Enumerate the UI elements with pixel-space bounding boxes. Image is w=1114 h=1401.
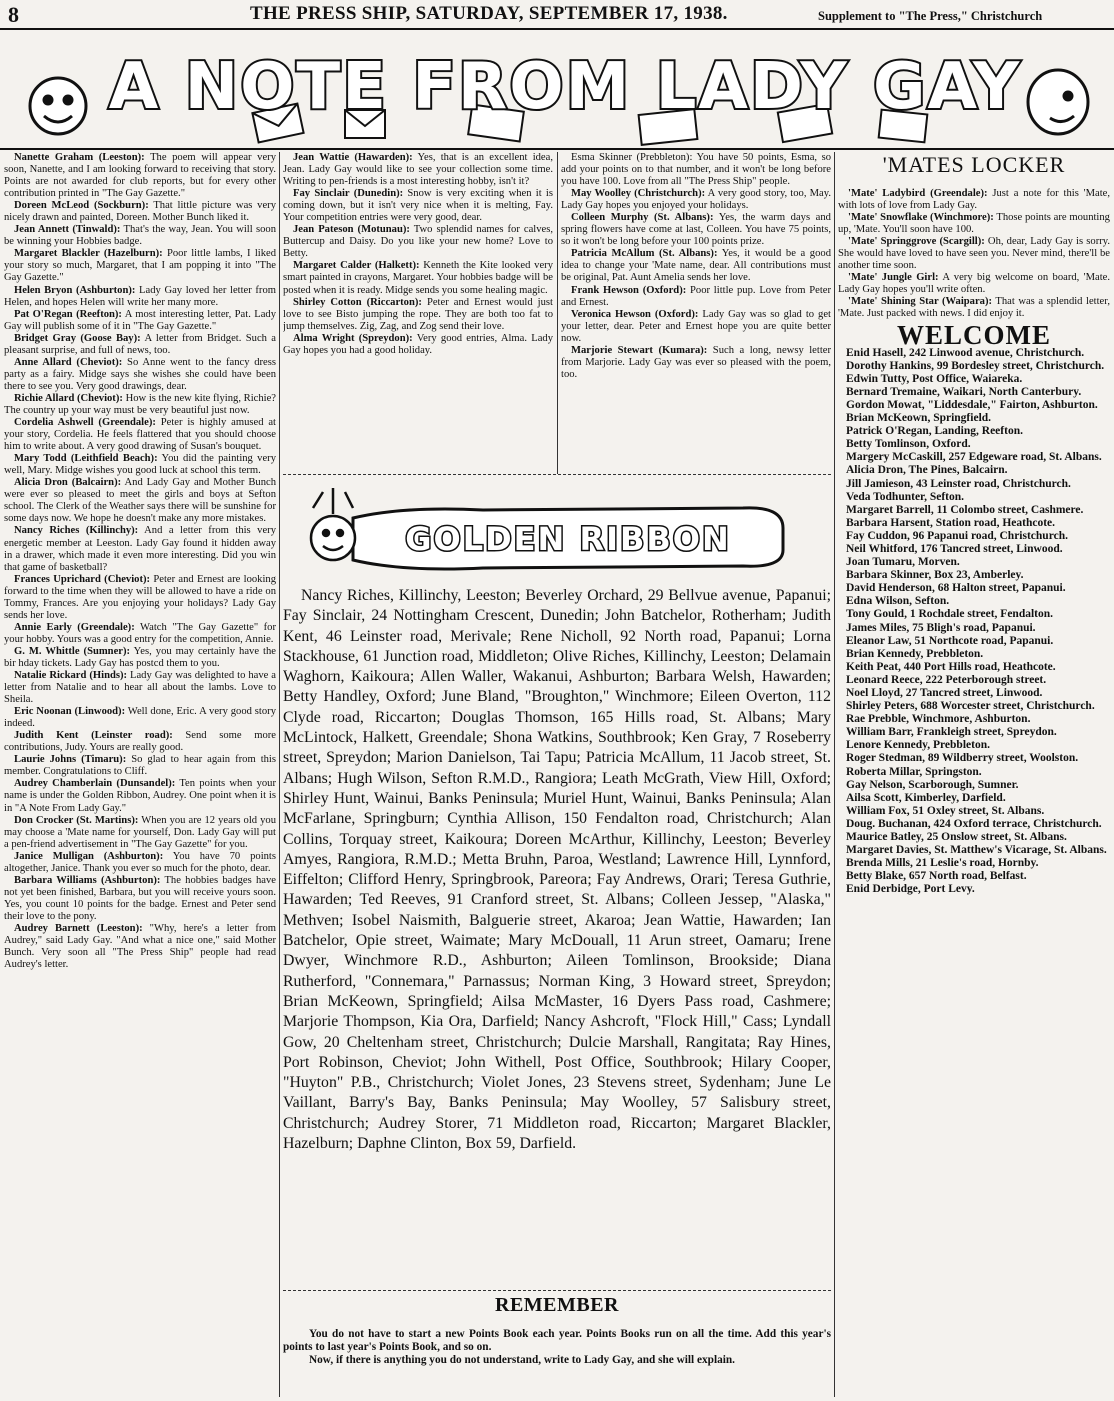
entry-name: Nancy Riches (Killinchy): [14,525,139,537]
entry-name: Nanette Graham (Leeston): [14,152,145,163]
entry-text: A letter from Bridget. Such a pleasant surprise, and full of news, too. [4,332,276,356]
entry-name: Barbara Williams (Ashburton): [14,874,161,886]
entry-name: 'Mate' Shining Star (Waipara): [848,296,993,308]
welcome-name: William Fox, 51 Oxley street, St. Albans. [846,804,1045,817]
entry-text: Yes, that is an excellent idea, Jean. Lady Gay would like to see your collection some time. Writing to pen-friends is a most interesting hobby, isn't it? [283,152,553,188]
welcome-name: William Barr, Frankleigh street, Spreydon. [846,726,1057,739]
welcome-name: Leonard Reece, 222 Peterborough street. [846,673,1047,686]
entry-name: Mary Todd (Leithfield Beach): [14,453,158,465]
golden-ribbon-banner [283,478,831,586]
entry-text: Peter and Ernest would just love to see Bisto jumping the rope. They are both too fat to jump themselves. Zig, Zag, and Zog send their love. [283,296,553,332]
letter-entry [4,778,276,814]
entry-text: "Why, here's a letter from Audrey," said Lady Gay. "And what a nice one," said Mother Bunch. Very soon all "The Press Ship" people had read Audrey's letter. [4,923,276,971]
mates-locker-entry [838,296,1110,320]
letter-entry [4,525,276,573]
letter-entry [4,357,276,393]
entry-name: Eric Noonan (Linwood): [14,706,126,718]
golden-ribbon-title: GOLDEN RIBBON [405,520,731,558]
welcome-name: Shirley Peters, 688 Worcester street, Christchurch. [846,700,1095,713]
letter-entry [561,212,831,248]
mates-locker-entry [838,236,1110,272]
welcome-name: Enid Derbidge, Port Levy. [846,883,975,896]
masthead: THE PRESS SHIP, SATURDAY, SEPTEMBER 17, 1938. [250,3,728,24]
entry-text: A most interesting letter, Pat. Lady Gay will publish some of it in "The Gay Gazette." [4,308,276,332]
welcome-name: Tony Gould, 1 Rochdale street, Fendalton. [846,608,1054,621]
entry-text: Poor little lambs, I liked your story so much, Margaret, that I am popping it into "The Gay Gazette." [4,248,276,284]
welcome-name: Veda Todhunter, Sefton. [846,490,965,503]
sidebar-column [838,152,1110,1397]
banner-title [0,30,1114,148]
letter-entry [4,248,276,284]
column-rule [557,152,558,474]
entry-name: 'Mate' Ladybird (Greendale): [848,188,988,199]
entry-name: Pat O'Regan (Reefton): [14,308,122,320]
letter-entry [4,851,276,875]
letters-column-1 [4,152,276,1397]
entry-name: Colleen Murphy (St. Albans): [571,212,714,224]
entry-text: Yes, the warm days and spring flowers have come at last, Colleen. You have 75 points, so it won't be long before your 100 points prize. [561,212,831,248]
welcome-name: Edwin Tutty, Post Office, Waiareka. [846,372,1023,385]
entry-name: Doreen McLeod (Sockburn): [14,200,149,212]
welcome-name: Betty Tomlinson, Oxford. [846,438,971,451]
welcome-name: Enid Hasell, 242 Linwood avenue, Christchurch. [846,346,1085,359]
welcome-name: Lenore Kennedy, Prebbleton. [846,739,990,752]
page-header [0,0,1114,30]
entry-name: Bridget Gray (Goose Bay): [14,332,141,344]
section-divider [283,474,831,475]
entry-name: 'Mate' Jungle Girl: [848,272,939,284]
letter-entry [4,646,276,670]
letters-column-3 [561,152,831,472]
entry-text: Snow is very exciting when it is coming down, but it isn't very nice when it is melting, Fay. Your competition entries were very good, dear. [283,188,553,224]
welcome-name: Maurice Batley, 25 Onslow street, St. Albans. [846,831,1067,844]
welcome-name: Neil Whitford, 176 Tancred street, Linwood. [846,542,1063,555]
letter-entry [4,309,276,333]
entry-text: Yes, it would be a good idea to change your 'Mate name, dear. All contributions must be original, Pat. Aunt Amelia sends her love. [561,248,831,284]
letter-entry [283,188,553,224]
welcome-list [838,347,1110,897]
welcome-name: Barbara Skinner, Box 23, Amberley. [846,569,1024,582]
letter-entry [4,224,276,248]
letter-entry [4,574,276,622]
entry-text: And a letter from this very energetic member at Leeston. Lady Gay found it hidden away in a drawer, which made it even more interesting. Did you win that game of basketball? [4,525,276,573]
letter-entry [561,345,831,381]
entry-text: Lady Gay loved her letter from Helen, and hopes Helen will write her many more. [4,284,276,308]
supplement-note: Supplement to "The Press," Christchurch [818,9,1043,23]
entry-name: Jean Annett (Tinwald): [14,224,121,236]
entry-name: Don Crocker (St. Martins): [14,814,139,826]
entry-text: Well done, Eric. A very good story indeed. [4,706,276,730]
remember-paragraph: You do not have to start a new Points Book each year. Points Books run on all the time. Add this year's points to last year's Points Book, and so on. [283,1328,831,1354]
entry-text: Such a long, newsy letter from Marjorie. Lady Gay was ever so pleased with the poem, too. [561,344,831,380]
welcome-name: Eleanor Law, 51 Northcote road, Papanui. [846,634,1054,647]
letter-entry [561,309,831,345]
banner-title-text: A NOTE FROM LADY GAY [108,50,1022,124]
column-rule [834,152,835,1397]
mates-locker-list [838,188,1110,321]
entry-name: 'Mate' Springgrove (Scargill): [848,236,985,248]
entry-text: Yes, you may certainly have the bir hday tickets. Lady Gay has postcd them to you. [4,645,276,669]
welcome-name: Roberta Millar, Springston. [846,765,982,778]
letter-entry [4,875,276,923]
entry-name: Judith Kent (Leinster road): [14,730,173,742]
welcome-name: Rae Prebble, Winchmore, Ashburton. [846,713,1031,726]
letter-entry [283,224,553,260]
entry-name: Helen Bryon (Ashburton): [14,284,136,296]
entry-name: Audrey Barnett (Leeston): [14,923,143,934]
entry-text: Very good entries, Alma. Lady Gay hopes you had a good holiday. [283,332,553,356]
welcome-name: Roger Stedman, 89 Wildberry street, Woolston. [846,752,1079,765]
entry-text: You have 70 points altogether, Janice. Thank you ever so much for the photo, dear. [4,850,276,874]
entry-text: Oh, dear, Lady Gay is sorry. She would have loved to have seen you. Never mind, there'll be another time soon. [838,236,1110,272]
remember-body [283,1328,831,1368]
letter-entry [283,297,553,333]
entry-text: And Lady Gay and Mother Bunch were ever so pleased to meet the girls and boys at Sefton school. The Clerk of the Weather says there will be sunshine for some days now. We hope he doesn't make any more mistakes. [4,477,276,525]
welcome-name: Patrick O'Regan, Landing, Reefton. [846,425,1023,438]
entry-text: You did the painting very well, Mary. Midge wishes you good luck at school this term. [4,453,276,477]
letter-entry [4,453,276,477]
entry-name: Shirley Cotton (Riccarton): [293,296,422,308]
entry-name: Audrey Chamberlain (Dunsandel): [14,778,176,790]
entry-text: A very good story, too, May. Lady Gay hopes you enjoyed your holidays. [561,188,831,212]
entry-text: That was a splendid letter, 'Mate. Just packed with news. I did enjoy it. [838,296,1110,320]
entry-name: Frank Hewson (Oxford): [571,284,687,296]
entry-text: Lady Gay was so glad to get your letter, dear. Peter and Ernest hope you are quite better now. [561,308,831,344]
letter-entry [4,622,276,646]
entry-name: Margaret Blackler (Hazelburn): [14,248,163,260]
mates-locker-entry [838,188,1110,212]
welcome-name: Jill Jamieson, 43 Leinster road, Christchurch. [846,477,1071,490]
welcome-name: Noel Lloyd, 27 Tancred street, Linwood. [846,687,1043,699]
welcome-name: Fay Cuddon, 96 Papanui road, Christchurch. [846,529,1068,542]
welcome-title: WELCOME [896,319,1051,350]
entry-text: When you are 12 years old you may choose a 'Mate name for yourself, Don. Lady Gay will put a pen-friend advertisement in "The Gay Gazette" for you. [4,814,276,850]
mascot-face-icon [30,78,86,134]
entry-name: Marjorie Stewart (Kumara): [571,344,708,356]
entry-name: Patricia McAllum (St. Albans): [571,248,718,260]
entry-text: Peter is highly amused at your story, Cordelia. He feels flattered that you should choose him to write about. A very good drawing of Susan's bouquet. [4,417,276,453]
welcome-name: Doug. Buchanan, 424 Oxford terrace, Christchurch. [846,817,1102,830]
welcome-name: Betty Blake, 657 North road, Belfast. [846,870,1027,883]
mates-locker-entry [838,272,1110,296]
entry-name: May Woolley (Christchurch): [571,188,706,200]
letter-entry [561,285,831,309]
welcome-name: Keith Peat, 440 Port Hills road, Heathcote. [846,660,1056,673]
letter-entry [4,417,276,453]
entry-name: Cordelia Ashwell (Greendale): [14,417,156,429]
mates-locker-entry [838,212,1110,236]
remember-paragraph: Now, if there is anything you do not understand, write to Lady Gay, and she will explain. [309,1354,735,1367]
entry-name: Richie Allard (Cheviot): [14,392,123,404]
entry-name: Margaret Calder (Halkett): [293,260,420,272]
welcome-name: Alicia Dron, The Pines, Balcairn. [846,464,1008,477]
entry-name: Fay Sinclair (Dunedin): [293,188,404,200]
banner-rule [0,148,1114,150]
entry-name: Jean Pateson (Motunau): [293,224,410,236]
letter-entry [283,260,553,296]
entry-text: Just a note for this 'Mate, with lots of love from Lady Gay. [838,188,1110,212]
letter-entry [561,152,831,188]
entry-text: Watch "The Gay Gazette" for your hobby. Yours was a good entry for the competition, Annie. [4,621,276,645]
welcome-name: Barbara Harsent, Station road, Heathcote. [846,516,1056,529]
letter-entry [4,152,276,200]
welcome-name: Joan Tumaru, Morven. [846,556,960,569]
letter-entry [4,754,276,778]
letter-entry [4,285,276,309]
welcome-name: Brian Kennedy, Prebbleton. [846,647,984,660]
letter-entry [4,670,276,706]
letter-entry [4,477,276,525]
entry-name: Laurie Johns (Timaru): [14,754,127,766]
entry-text: That's the way, Jean. You will soon be winning your Hobbies badge. [4,224,276,248]
welcome-name: James Miles, 75 Bligh's road, Papanui. [846,621,1036,634]
mates-locker-title: 'MATES LOCKER [882,152,1066,177]
entry-name: Veronica Hewson (Oxford): [571,308,699,320]
entry-text: The poem will appear very soon, Nanette, and I am looking forward to receiving that story. Points are not awarded for club reports, but for every other contribution printed in "The Gay Gazette." [4,152,276,200]
entry-name: 'Mate' Snowflake (Winchmore): [848,212,994,224]
letter-entry [561,188,831,212]
column-rule [279,152,280,1397]
entry-text: Send some more contributions, Judy. Yours are really good. [4,730,276,754]
letter-entry [283,152,553,188]
golden-ribbon-list: Nancy Riches, Killinchy, Leeston; Beverley Orchard, 29 Bellvue avenue, Papanui; Fay Sinclair, 24 Nottingham Crescent, Dunedin; John Batchelor, Rotherham; Judith Kent, 46 Leinster road, Merivale; Rene Nicholl, 92 North road, Papanui; Lorna Stackhouse, 61 Junction road, Middleton; Olive Riches, Killinchy, Leeston; Delamain Waghorn, Kaikoura; Allen Waller, Wakanui, Ashburton; Barbara Welsh, Hawarden; Betty Handley, Oxford; June Bland, "Broughton," Winchmore; Eileen Overton, 112 Clyde road, Riccarton; Douglas Thomson, 165 Hills road, St. Albans; Mary McLintock, Halkett, Greendale; Shona Watkins, Southbrook; Ken Gray, 7 Roseberry street, Spreydon; Marion Danielson, Tai Tapu; Patricia McAllum, 11 Jacob street, St. Albans; Hugh Wilson, Sefton R.M.D., Rangiora; Leath McGrath, View Hill, Oxford; Shirley Hunt, Wainui, Banks Peninsula; Muriel Hunt, Wainui, Banks Peninsula; Alan McFarlane, Springburn; Cynthia Allison, 150 Fendalton road, Christchurch; Alan Collins, Torquay street, Kaikoura; Doreen McArthur, Killinchy, Leeston; Beverley Amyes, Rangiora, R.M.D.; Metta Bruhn, Paroa, Westland; Lawrence Hill, Lynnford, Eiffelton; Clifford Henry, Springbrook, Pareora; Fay Andrews, Orari; Teresa Guthrie, Hawarden; Ted Reeves, 91 Cranford street, St. Albans; Colleen Jessep, "Alaska," Methven; Isobel Naismith, Balguerie street, Akaroa; Jean Wattie, Hawarden; Ian Batchelor, Opie street, Waimate; Mary McDouall, 11 Arun street, Oamaru; Irene Dwyer, Winchmore R.D., Ashburton; Aileen Tomlinson, Brookside; Diana Rutherford, "Connemara," Parnassus; Norman King, 3 Howard street, Spreydon; Brian McKeown, Springfield; Ailsa McMaster, 16 Dyers Pass road, Cashmere; Marjorie Thompson, Kia Ora, Darfield; Nancy Ashcroft, "Flock Hill," Cass; Lyndall Gow, 20 Cheltenham street, Christchurch; Dulcie Marshall, Rangitata; Ray Hines, Port Robinson, Cheviot; John Withell, Post Office, Southbrook; Hilary Cooper, "Huyton" P.B., Christchurch; Violet Jones, 23 Stevens street, Sydenham; June Le Vaillant, Barry's Bay, Banks Peninsula; May Woolley, 57 Salisbury street, Christchurch; Audrey Storer, 71 Middleton road, Riccarton; Margaret Blackler, Hazelburn; Daphne Clinton, Box 59, Darfield. [283,587,831,1153]
entry-text: Lady Gay was delighted to have a letter from Natalie and to hear all about the lambs. Love to Sheila. [4,670,276,706]
entry-text: So Anne went to the fancy dress party as a fairy. Midge says she wishes she could have been there to see you. Very good drawings, dear. [4,356,276,392]
entry-name: G. M. Whittle (Sumner): [14,645,131,657]
welcome-name: Ailsa Scott, Kimberley, Darfield. [846,791,1006,804]
entry-text: Two splendid names for calves, Buttercup and Daisy. Do you like your new home? Love to Betty. [283,224,553,260]
entry-name: Alma Wright (Spreydon): [293,332,413,344]
entry-name: Jean Wattie (Hawarden): [293,152,413,163]
welcome-name: Brenda Mills, 21 Leslie's road, Hornby. [846,857,1039,870]
ribbon-mascot-icon [311,488,355,560]
letter-entry [4,333,276,357]
letter-entry [4,730,276,754]
welcome-name: Dorothy Hankins, 99 Bordesley street, Christchurch. [846,359,1105,372]
letter-entry [4,393,276,417]
entry-text: Those points are mounting up, 'Mate. You'll soon have 100. [838,212,1110,236]
welcome-name: Bernard Tremaine, Waikari, North Canterbury. [846,385,1082,398]
welcome-name: Margery McCaskill, 257 Edgeware road, St. Albans. [846,451,1102,464]
remember-title: REMEMBER [495,1294,619,1316]
entry-text: Kenneth the Kite looked very smart painted in crayons, Margaret. Your hobbies badge will be posted when it is ready. Midge sends you some healing magic. [283,260,553,296]
entry-name: Anne Allard (Cheviot): [14,356,123,368]
welcome-name: Edna Wilson, Sefton. [846,595,950,608]
entry-text: That little picture was very nicely drawn and painted, Doreen. Mother Bunch liked it. [4,200,276,224]
mascot-face-icon [1028,70,1088,134]
page-number: 8 [8,2,19,27]
entry-text: Poor little pup. Love from Peter and Ernest. [561,284,831,308]
letter-entry [561,248,831,284]
welcome-name: Gordon Mowat, "Liddesdale," Fairton, Ashburton. [846,398,1098,411]
letter-entry [4,815,276,851]
entry-text: A very big welcome on board, 'Mate. Lady Gay hopes you'll write often. [838,272,1110,296]
section-divider [283,1290,831,1291]
welcome-name: Margaret Davies, St. Matthew's Vicarage, St. Albans. [846,844,1107,857]
welcome-name: Gay Nelson, Scarborough, Sumner. [846,778,1019,791]
entry-name: Janice Mulligan (Ashburton): [14,850,164,862]
letter-entry [4,706,276,730]
entry-text: The hobbies badges have not yet been finished, Barbara, but you will receive yours soon. Yes, you count 10 points for the badge. Ernest and Peter send their love to the pony. [4,874,276,922]
welcome-name: Margaret Barrell, 11 Colombo street, Cashmere. [846,503,1084,516]
entry-name: Annie Early (Greendale): [14,621,135,633]
letter-entry [283,333,553,357]
entry-name: Frances Uprichard (Cheviot): [14,573,151,585]
entry-text: So glad to hear again from this member. Congratulations to Cliff. [4,754,276,778]
welcome-name: David Henderson, 68 Halton street, Papanui. [846,582,1066,595]
entry-text: How is the new kite flying, Richie? The country up your way must be very beautiful just now. [4,392,276,416]
letters-column-2 [283,152,553,472]
letter-entry [4,923,276,971]
entry-text: Ten points when your name is under the Golden Ribbon, Audrey. One point when it is in "A Note From Lady Gay." [4,778,276,814]
welcome-name: Brian McKeown, Springfield. [846,412,992,425]
letter-entry [4,200,276,224]
entry-text: Esma Skinner (Prebbleton): You have 50 points, Esma, so add your points on to that number, and it won't be long before you have 100. Love from all "The Press Ship" people. [561,152,831,188]
entry-name: Alicia Dron (Balcairn): [14,477,122,489]
entry-name: Natalie Rickard (Hinds): [14,670,128,682]
entry-text: Peter and Ernest are looking forward to the time when they will be allowed to have a ride on Tommy, Frances. Are you enjoying your holidays? Lady Gay sends her love. [4,573,276,621]
